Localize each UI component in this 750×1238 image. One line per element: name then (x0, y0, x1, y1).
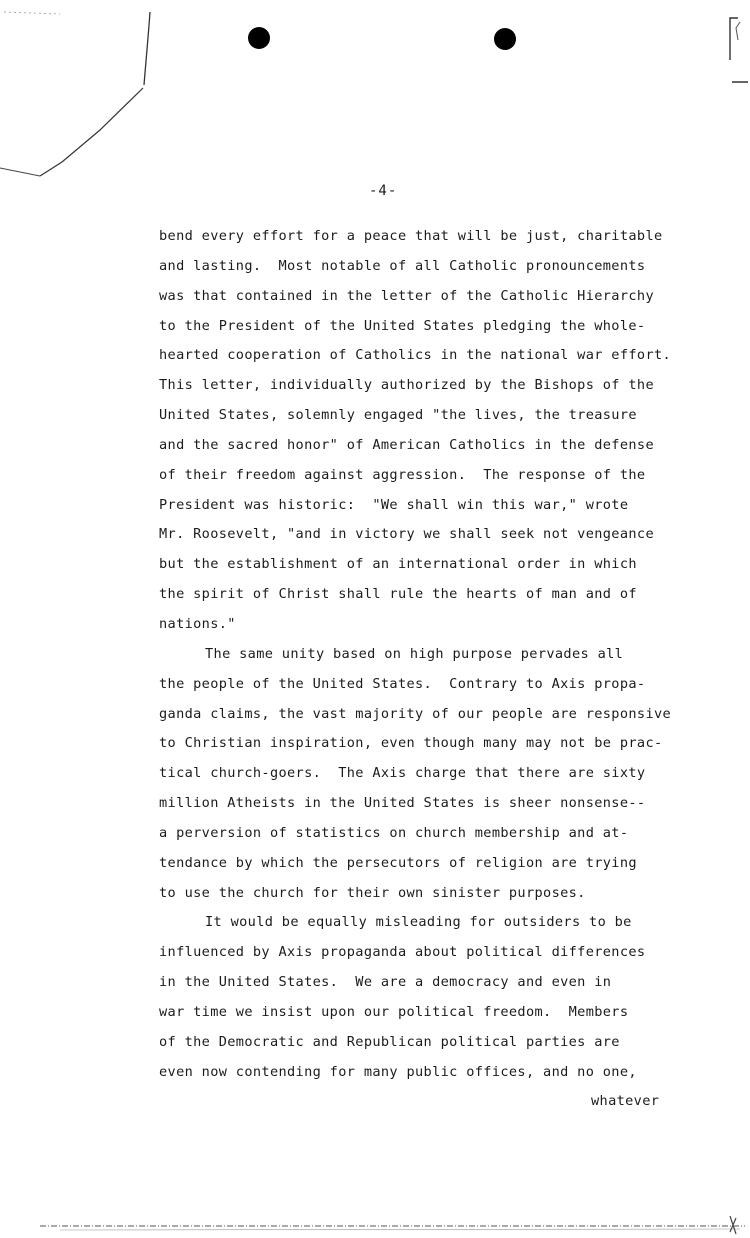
page-number: -4- (369, 183, 398, 199)
bottom-edge-rule (0, 1198, 750, 1238)
text-line: of their freedom against aggression. The response of the (159, 466, 646, 483)
text-line: Mr. Roosevelt, "and in victory we shall seek not vengeance (159, 526, 654, 543)
paragraph-3 (159, 910, 704, 1089)
text-line: million Atheists in the United States is sheer nonsense-- (159, 795, 646, 812)
catchword: whatever (591, 1093, 660, 1110)
punch-hole-left (248, 27, 270, 49)
text-line: the spirit of Christ shall rule the hearts of man and of (159, 586, 637, 603)
text-line: but the establishment of an international order in which (159, 556, 637, 573)
text-line: tendance by which the persecutors of religion are trying (159, 854, 637, 871)
folded-corner-marks (0, 0, 160, 180)
text-line: United States, solemnly engaged "the lives, the treasure (159, 407, 637, 424)
text-line: ganda claims, the vast majority of our people are responsive (159, 705, 672, 722)
body-text (159, 224, 704, 1119)
text-line: in the United States. We are a democracy and even in (159, 974, 612, 991)
text-line: and lasting. Most notable of all Catholic pronouncements (159, 257, 646, 274)
text-line: hearted cooperation of Catholics in the national war effort. (159, 347, 672, 364)
paragraph-2 (159, 642, 704, 911)
text-line: to Christian inspiration, even though many may not be prac- (159, 735, 663, 752)
text-line: influenced by Axis propaganda about political differences (159, 944, 646, 961)
text-line: bend every effort for a peace that will be just, charitable (159, 228, 663, 244)
text-line: tical church-goers. The Axis charge that there are sixty (159, 765, 646, 782)
text-line: The same unity based on high purpose pervades all (205, 645, 624, 662)
text-line: to use the church for their own sinister purposes. (159, 884, 586, 901)
text-line: was that contained in the letter of the Catholic Hierarchy (159, 287, 654, 304)
punch-hole-right (494, 28, 516, 50)
text-line: nations." (159, 615, 236, 632)
paragraph-1 (159, 224, 704, 642)
text-line: It would be equally misleading for outsiders to be (205, 914, 632, 931)
text-line: war time we insist upon our political freedom. Members (159, 1003, 629, 1020)
text-line: of the Democratic and Republican political parties are (159, 1033, 620, 1050)
text-line: to the President of the United States pledging the whole- (159, 317, 646, 334)
text-line: a perversion of statistics on church membership and at- (159, 824, 629, 841)
text-line: President was historic: "We shall win this war," wrote (159, 496, 629, 513)
text-line: even now contending for many public offices, and no one, (159, 1063, 637, 1080)
edge-bracket-mark (710, 0, 750, 100)
text-line: This letter, individually authorized by the Bishops of the (159, 377, 654, 394)
text-line: the people of the United States. Contrary to Axis propa- (159, 675, 646, 692)
text-line: and the sacred honor" of American Catholics in the defense (159, 436, 654, 453)
